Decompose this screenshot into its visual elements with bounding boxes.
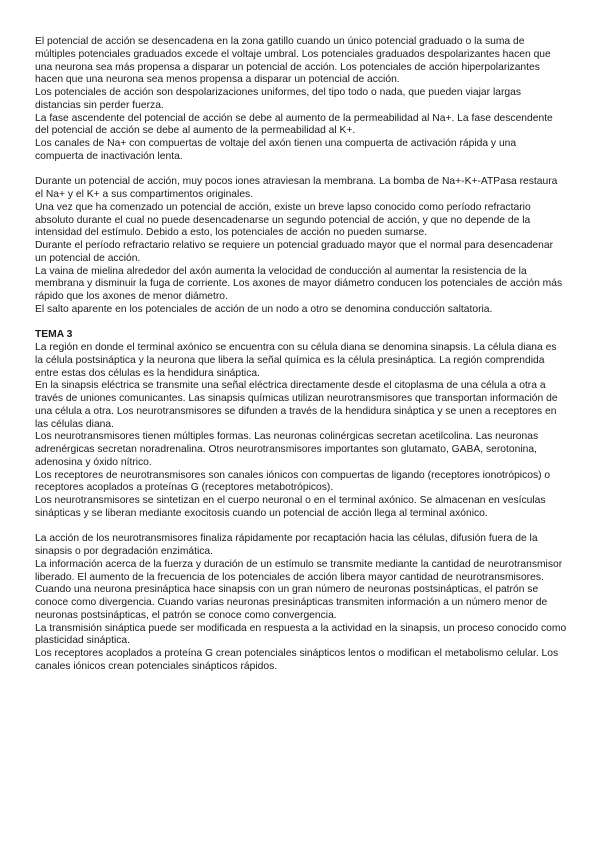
section-heading: TEMA 3	[35, 329, 73, 341]
blank-line	[35, 521, 567, 534]
section-potencial-de-accion	[35, 36, 567, 164]
paragraph: Los receptores de neurotransmisores son canales iónicos con compuertas de ligando (receptores ionotrópicos) o receptores acoplados a proteínas G (receptores metabotrópicos).	[35, 469, 551, 494]
section-tema-3	[35, 329, 567, 520]
section-transmision-sinaptica	[35, 533, 567, 673]
paragraph: La información acerca de la fuerza y duración de un estímulo se transmite mediante la cantidad de neurotransmisor liberado. El aumento de la frecuencia de los potenciales de acción libera mayor cantidad de neurotransmisores.	[35, 558, 563, 583]
paragraph: El potencial de acción se desencadena en la zona gatillo cuando un único potencial graduado o la suma de múltiples potenciales graduados excede el voltaje umbral. Los potenciales graduados despolarizantes hacen que una neurona sea más propensa a disparar un potencial de acción. Los potenciales de acción hiperpolarizantes hacen que una neurona sea menos propensa a disparar un potencial de acción.	[35, 36, 551, 86]
paragraph: Durante un potencial de acción, muy pocos iones atraviesan la membrana. La bomba de Na+-K+-ATPasa restaura el Na+ y el K+ a sus compartimentos originales.	[35, 176, 558, 200]
section-periodo-refractario	[35, 176, 567, 316]
paragraph: La vaina de mielina alrededor del axón aumenta la velocidad de conducción al aumentar la resistencia de la membrana y disminuir la fuga de corriente. Los axones de mayor diámetro conducen los potenciales de acción más rápido que los axones de menor diámetro.	[35, 265, 563, 302]
blank-line	[35, 317, 567, 330]
paragraph: En la sinapsis eléctrica se transmite una señal eléctrica directamente desde el citoplasma de una célula a otra a través de uniones comunicantes. Las sinapsis químicas utilizan neurotransmisores que transportan información de una célula a otra. Los neurotransmisores se difunden a través de la hendidura sináptica y se unen a receptores en las células diana.	[35, 380, 558, 430]
blank-line	[35, 164, 567, 177]
document-page	[35, 36, 567, 674]
paragraph: Los neurotransmisores tienen múltiples formas. Las neuronas colinérgicas secretan acetilcolina. Las neuronas adrenérgicas secretan noradrenalina. Otros neurotransmisores importantes son glutamato, GABA, serotonina, adenosina y óxido nítrico.	[35, 431, 539, 468]
paragraph: La fase ascendente del potencial de acción se debe al aumento de la permeabilidad al Na+. La fase descendente del potencial de acción se debe al aumento de la permeabilidad al K+.	[35, 112, 553, 137]
paragraph: La región en donde el terminal axónico se encuentra con su célula diana se denomina sinapsis. La célula diana es la célula postsináptica y la neurona que libera la señal química es la célula presináptica. La región comprendida entre estas dos células es la hendidura sináptica.	[35, 342, 557, 379]
paragraph: Cuando una neurona presináptica hace sinapsis con un gran número de neuronas postsinápticas, el patrón se conoce como divergencia. Cuando varias neuronas presinápticas transmiten información a un número menor de neuronas postsinápticas, el patrón se conoce como convergencia.	[35, 584, 548, 621]
paragraph: Los potenciales de acción son despolarizaciones uniformes, del tipo todo o nada, que pueden viajar largas distancias sin perder fuerza.	[35, 87, 521, 111]
paragraph: La transmisión sináptica puede ser modificada en respuesta a la actividad en la sinapsis, un proceso conocido como plasticidad sináptica.	[35, 622, 567, 647]
paragraph: El salto aparente en los potenciales de acción de un nodo a otro se denomina conducción saltatoria.	[35, 303, 493, 315]
paragraph: Los receptores acoplados a proteína G crean potenciales sinápticos lentos o modifican el metabolismo celular. Los canales iónicos crean potenciales sinápticos rápidos.	[35, 648, 559, 672]
paragraph: Durante el período refractario relativo se requiere un potencial graduado mayor que el normal para desencadenar un potencial de acción.	[35, 240, 554, 264]
paragraph: Una vez que ha comenzado un potencial de acción, existe un breve lapso conocido como período refractario absoluto durante el cual no puede desencadenarse un segundo potencial de acción, y que no depende de la intensidad del estímulo. Debido a esto, los potenciales de acción no pueden sumarse.	[35, 201, 531, 239]
paragraph: Los canales de Na+ con compuertas de voltaje del axón tienen una compuerta de activación rápida y una compuerta de inactivación lenta.	[35, 138, 517, 162]
paragraph: Los neurotransmisores se sintetizan en el cuerpo neuronal o en el terminal axónico. Se almacenan en vesículas sinápticas y se liberan mediante exocitosis cuando un potencial de acción llega al terminal axónico.	[35, 495, 546, 519]
paragraph: La acción de los neurotransmisores finaliza rápidamente por recaptación hacia las células, difusión fuera de la sinapsis o por degradación enzimática.	[35, 533, 538, 557]
